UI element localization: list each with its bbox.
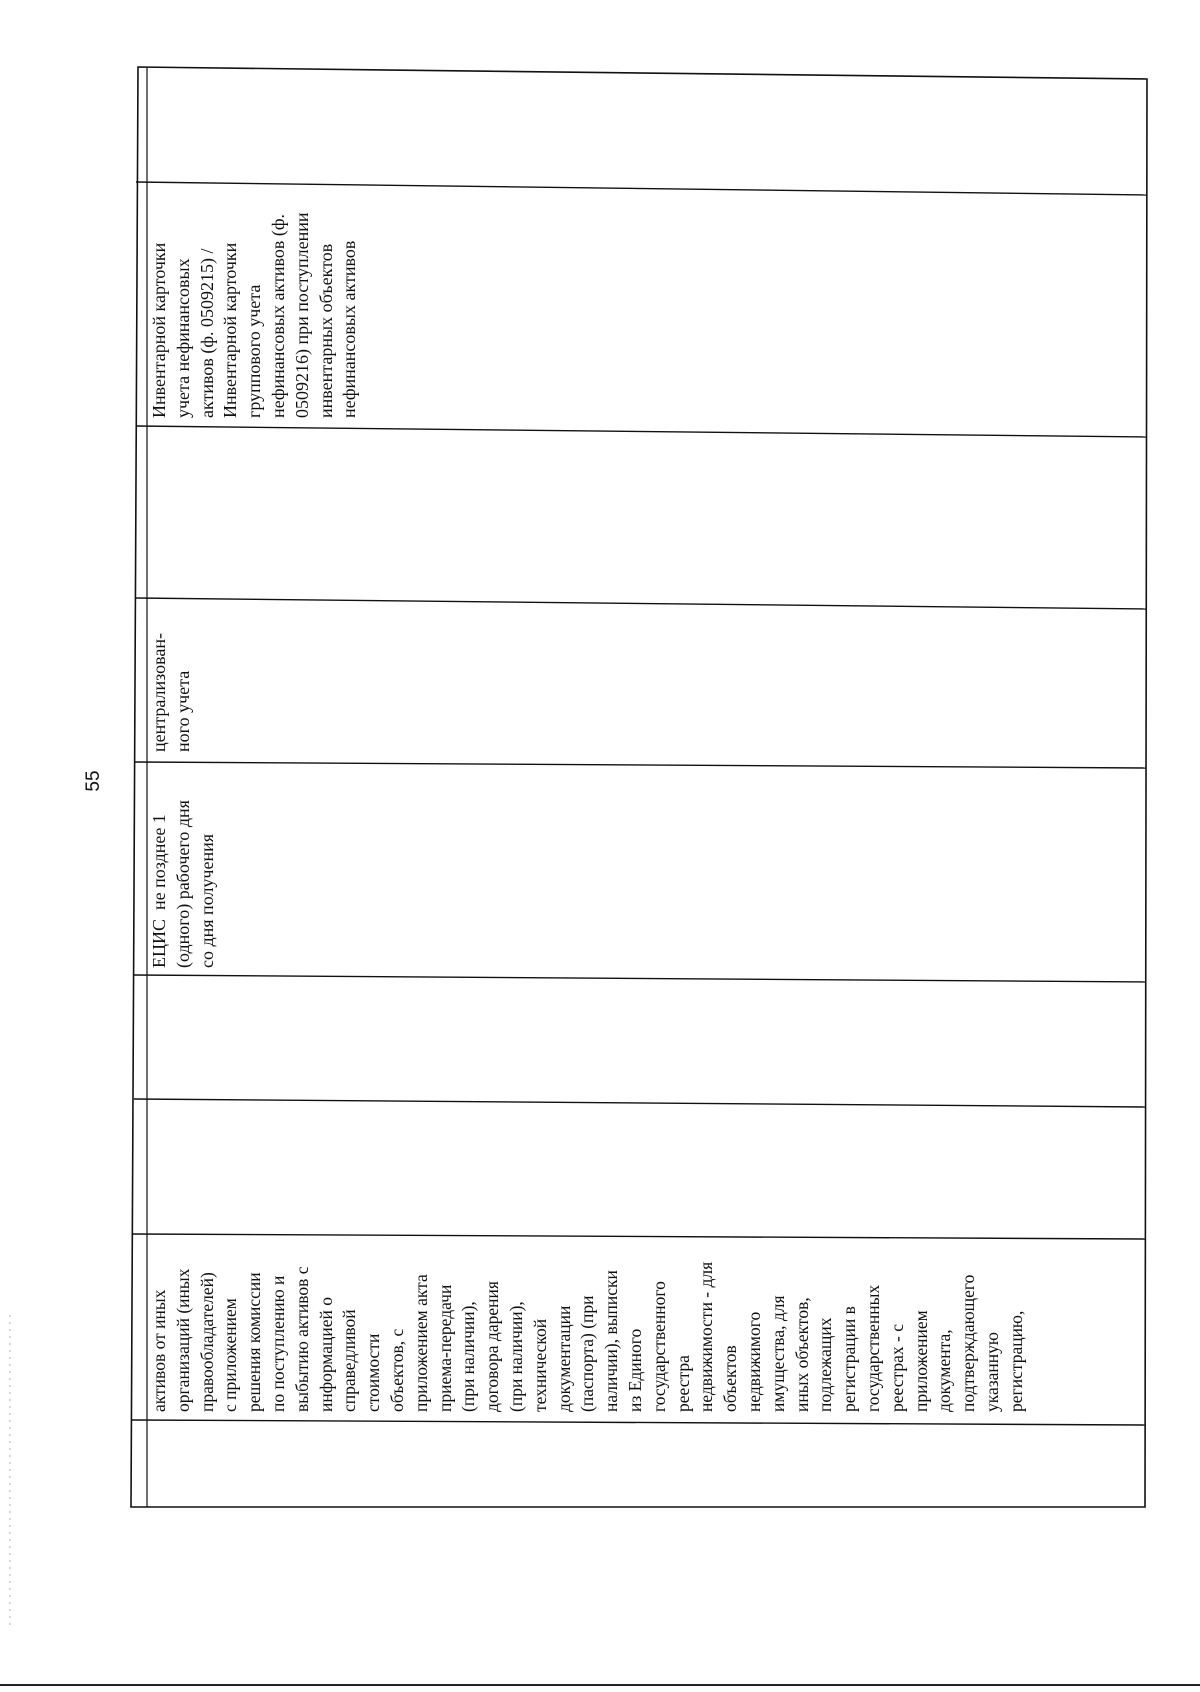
cell-line: по поступлению и: [267, 1275, 288, 1412]
cell-line: документации: [553, 1305, 574, 1412]
cell-line: активов (ф. 0509215) /: [196, 248, 217, 418]
cell-line: подлежащих: [815, 1317, 836, 1412]
cell-line: Инвентарной карточки: [149, 242, 169, 418]
cell-line: иных объектов,: [791, 1297, 812, 1412]
cell-line: группового учета: [244, 284, 265, 418]
cell-line: стоимости: [363, 1333, 384, 1412]
cell-line: с приложением: [220, 1298, 241, 1412]
cell-line: недвижимого: [743, 1311, 764, 1412]
cell-line: приложением акта: [410, 1274, 431, 1412]
cell-line: имущества, для: [767, 1295, 788, 1412]
cell-documents-list: [148, 1262, 1028, 1412]
cell-line: учета нефинансовых: [172, 258, 193, 418]
cell-line: инвентарных объектов: [315, 243, 336, 418]
cell-line: справедливой: [339, 1309, 360, 1412]
cell-line: правообладателей): [196, 1272, 217, 1412]
cell-centralized-accounting: [148, 633, 196, 752]
cell-eis-deadline: [148, 800, 219, 968]
cell-line: ного учета: [172, 670, 193, 752]
page-bottom-rule: [0, 1684, 1200, 1686]
cell-line: 0509216) при поступлении: [291, 212, 312, 418]
cell-line: (при наличии),: [458, 1301, 479, 1412]
cell-line: государственных: [862, 1284, 883, 1412]
cell-line: наличии), выписки: [601, 1270, 622, 1412]
cell-line: нефинансовых активов: [339, 240, 360, 418]
cell-line: регистрацию,: [1005, 1310, 1026, 1412]
cell-line: объектов: [720, 1345, 741, 1412]
cell-line: выбытию активов с: [291, 1266, 312, 1412]
cell-line: (при наличии),: [505, 1301, 526, 1412]
cell-line: недвижимости - для: [696, 1261, 717, 1412]
cell-line: технической: [529, 1318, 550, 1412]
cell-line: объектов, с: [386, 1328, 407, 1412]
cell-line: информацией о: [315, 1296, 336, 1412]
cell-line: документа,: [934, 1329, 955, 1412]
cell-line: приема-передачи: [434, 1284, 455, 1412]
cell-line: решения комиссии: [244, 1272, 265, 1412]
cell-line: реестрах - с: [886, 1324, 907, 1412]
scan-edge-marks: [9, 1315, 11, 1625]
cell-line: приложением: [910, 1310, 931, 1412]
cell-line: со дня получения: [196, 833, 217, 968]
cell-inventory-card: [148, 213, 362, 418]
cell-line: централизован-: [149, 633, 169, 752]
cell-line: нефинансовых активов (ф.: [267, 213, 288, 418]
cell-line: регистрации в: [839, 1306, 860, 1412]
cell-line: подтверждающего: [958, 1274, 979, 1412]
cell-line: (одного) рабочего дня: [172, 800, 193, 968]
cell-line: (паспорта) (при: [577, 1295, 598, 1412]
cell-line: из Единого: [624, 1328, 645, 1412]
cell-line: Инвентарной карточки: [220, 242, 241, 418]
cell-line: ЕЦИС не позднее 1: [149, 814, 169, 968]
cell-line: договора дарения: [482, 1281, 503, 1412]
page-number: 55: [83, 770, 104, 792]
cell-line: реестра: [672, 1355, 693, 1412]
cell-line: организаций (иных: [172, 1268, 193, 1412]
cell-line: государственного: [648, 1281, 669, 1412]
cell-line: активов от иных: [149, 1289, 169, 1412]
cell-line: указанную: [981, 1332, 1002, 1412]
